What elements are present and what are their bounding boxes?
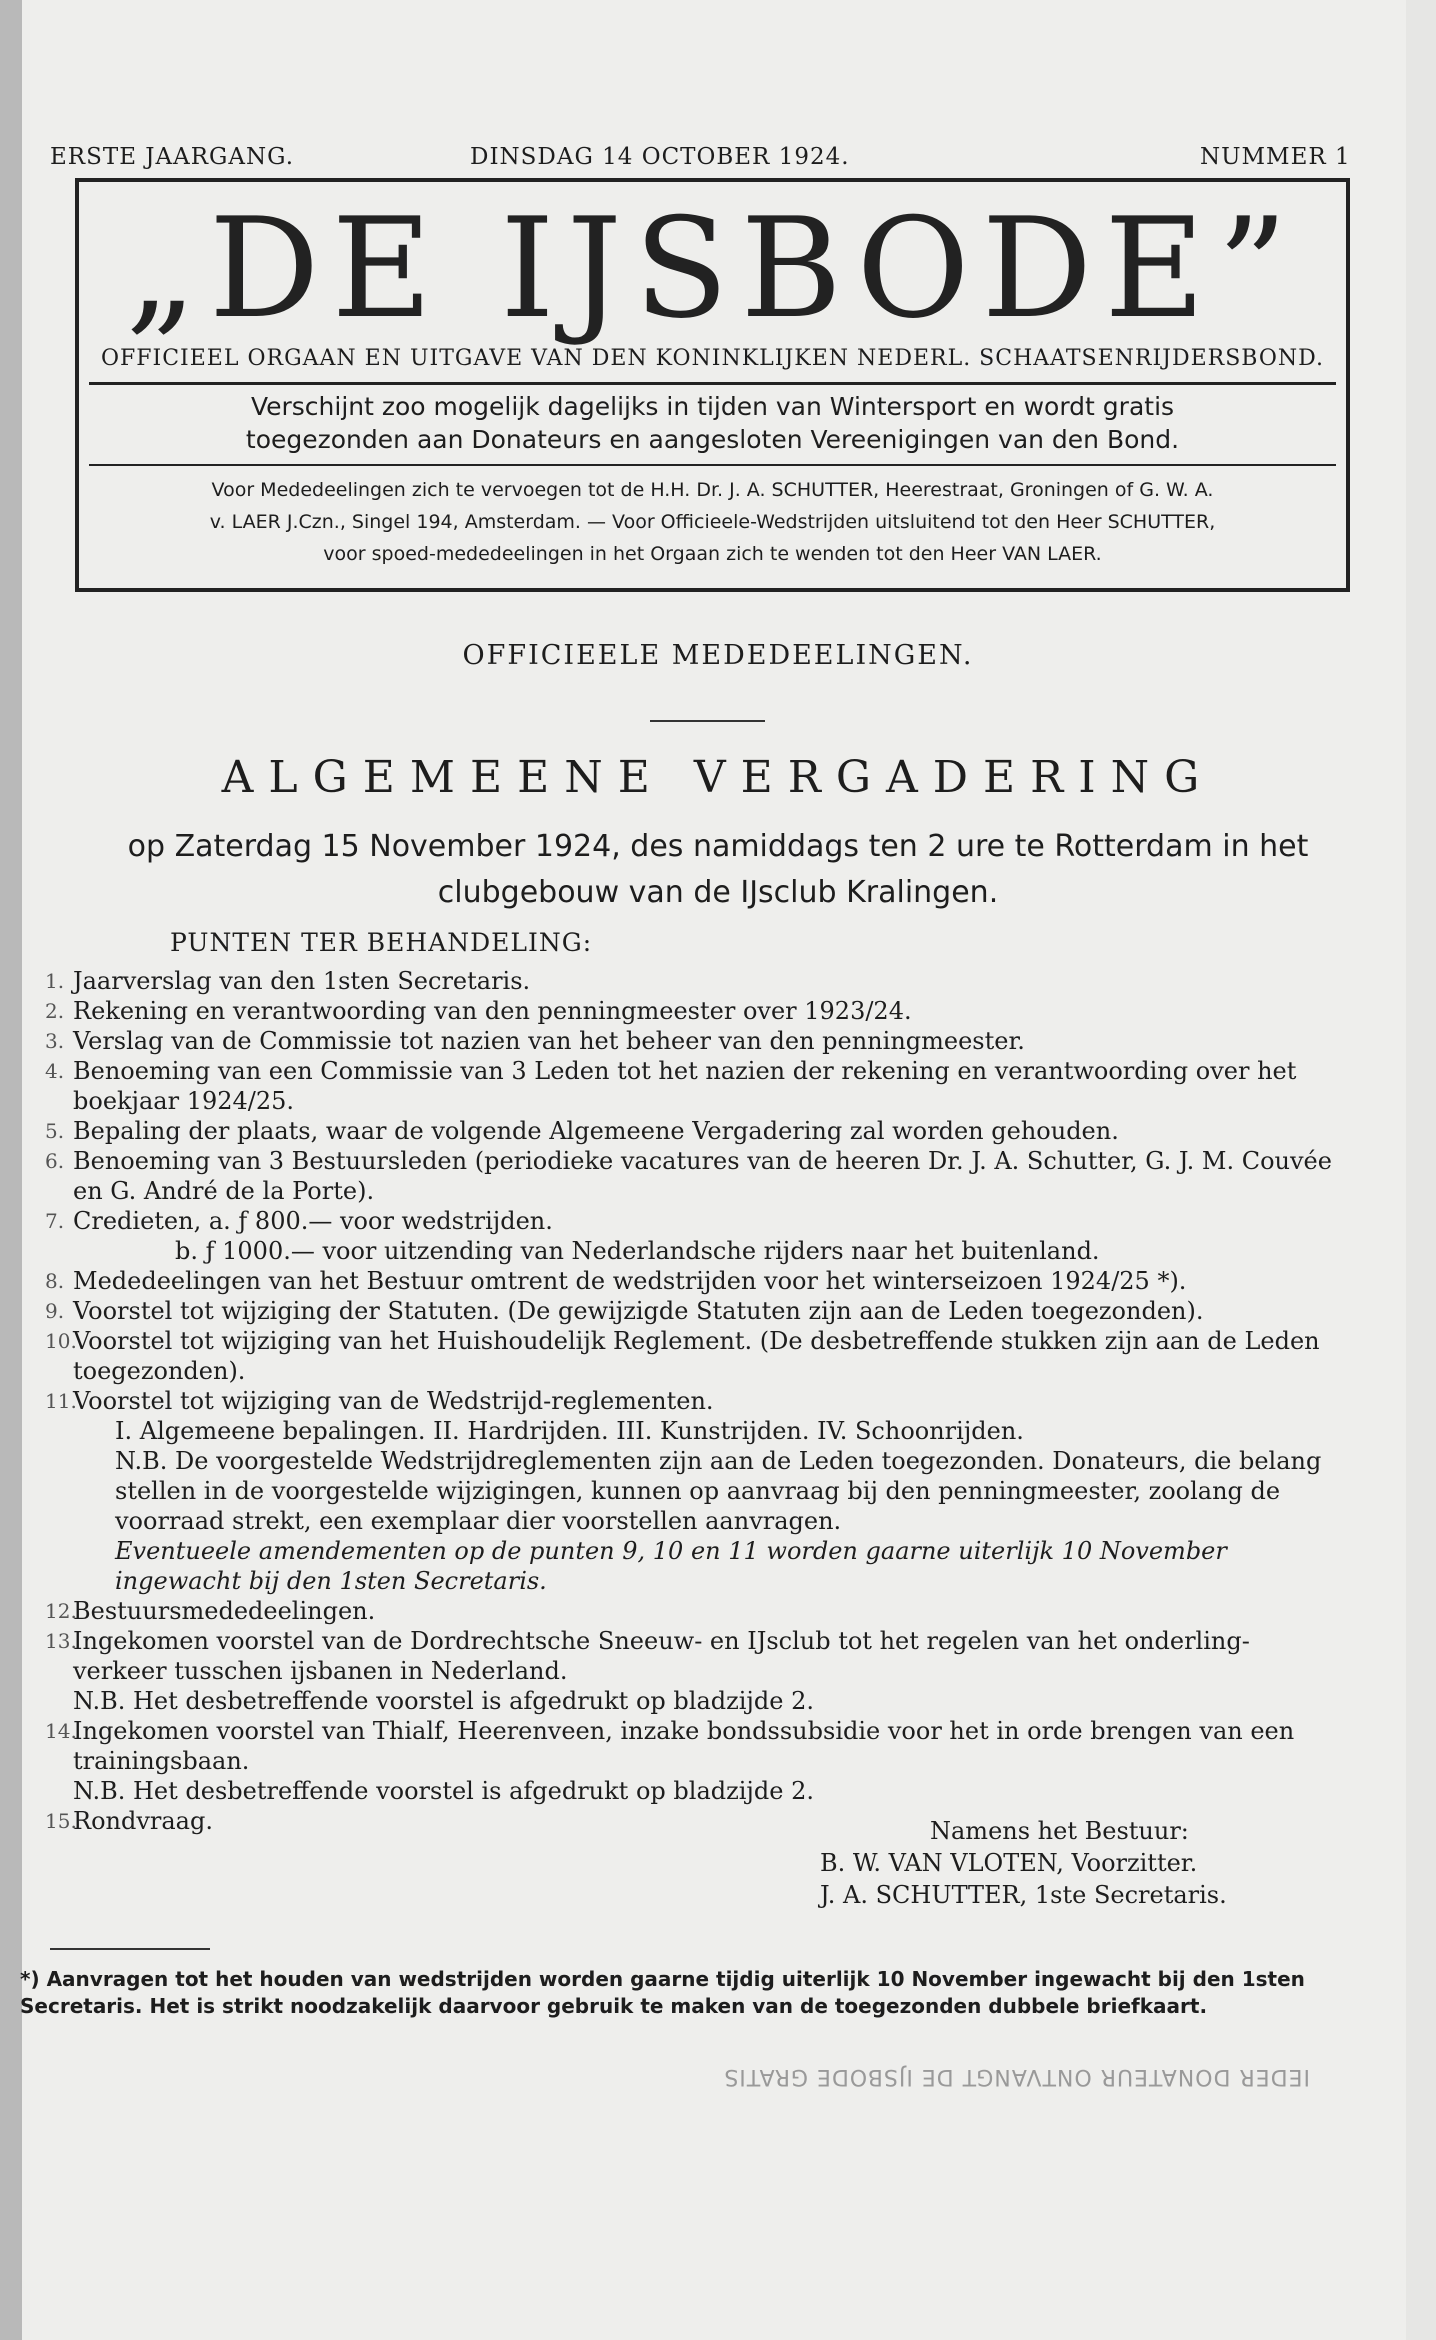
item-text: b. ƒ 1000.— voor uitzending van Nederlandsche rijders naar het buitenland. (175, 1237, 1100, 1265)
masthead-line (50, 136, 1360, 180)
contact-info (97, 474, 1328, 570)
item-number: 5. (45, 1119, 65, 1143)
agenda-item (45, 1626, 1335, 1686)
agenda-item (45, 1386, 1335, 1416)
binding-shadow (0, 0, 22, 2340)
publication-note-line: toegezonden aan Donateurs en aangesloten Vereenigingen van den Bond. (245, 425, 1180, 454)
footnote: *) Aanvragen tot het houden van wedstrijden worden gaarne tijdig uiterlijk 10 November ingewacht bij den 1sten Secretaris. Het is strikt noodzakelijk daarvoor gebruik te maken van de toegezonden dubbele briefkaart. (20, 1967, 1305, 2018)
contact-line: v. LAER J.Czn., Singel 194, Amsterdam. — Voor Officieele-Wedstrijden uitsluitend tot den Heer SCHUTTER, (209, 511, 1216, 533)
page-edge (1406, 0, 1436, 2340)
item-text: Bestuursmededeelingen. (73, 1597, 376, 1625)
agenda-item (45, 1266, 1335, 1296)
agenda-item (45, 1596, 1335, 1626)
agenda-item (45, 1716, 1335, 1776)
item-text: Ingekomen voorstel van Thialf, Heerenveen, inzake bondssubsidie voor het in orde brengen van een trainingsbaan. (73, 1717, 1295, 1775)
item-text: Voorstel tot wijziging van de Wedstrijd-reglementen. (73, 1387, 714, 1415)
item-text: Credieten, a. ƒ 800.— voor wedstrijden. (73, 1207, 553, 1235)
agenda-item (45, 1326, 1335, 1386)
agenda-note (45, 1686, 1335, 1716)
meeting-title: ALGEMEENE VERGADERING (221, 752, 1215, 803)
footnote-divider (50, 1948, 210, 1950)
item-text: Mededeelingen van het Bestuur omtrent de wedstrijden voor het winterseizoen 1924/25 *). (73, 1267, 1187, 1295)
item-number: 9. (45, 1299, 65, 1323)
signature-intro: Namens het Bestuur: (930, 1817, 1189, 1845)
jaargang: ERSTE JAARGANG. (50, 144, 295, 170)
bleed-through-text: IEDER DONATEUR ONTVANGT DE IJSBODE GRATIS (723, 2064, 1310, 2089)
agenda-item (45, 966, 1335, 996)
agenda-item (45, 1146, 1335, 1206)
publication-note-line: Verschijnt zoo mogelijk dagelijks in tijden van Wintersport en wordt gratis (250, 392, 1175, 421)
agenda-heading: PUNTEN TER BEHANDELING: (170, 928, 593, 957)
agenda-note (45, 1776, 1335, 1806)
agenda-item (45, 996, 1335, 1026)
item-text: Ingekomen voorstel van de Dordrechtsche Sneeuw- en IJsclub tot het regelen van het onderling-verkeer tusschen ijsbanen in Nederland. (73, 1627, 1250, 1685)
item-text: Rekening en verantwoording van den penningmeester over 1923/24. (73, 997, 912, 1025)
item-text: Voorstel tot wijziging van het Huishoudelijk Reglement. (De desbetreffende stukken zijn aan de Leden toegezonden). (73, 1327, 1320, 1385)
agenda-subitem (45, 1236, 1335, 1266)
agenda-subitem (45, 1416, 1335, 1446)
item-number: 8. (45, 1269, 65, 1293)
item-number: 10. (45, 1329, 77, 1353)
item-number: 14. (45, 1719, 77, 1743)
agenda-item (45, 1116, 1335, 1146)
agenda-note (45, 1536, 1335, 1596)
signature-block (820, 1815, 1227, 1911)
issue-date: DINSDAG 14 OCTOBER 1924. (470, 144, 850, 170)
item-number: 15. (45, 1809, 77, 1833)
item-number: 1. (45, 969, 65, 993)
item-number: 11. (45, 1389, 77, 1413)
contact-line: Voor Mededeelingen zich te vervoegen tot de H.H. Dr. J. A. SCHUTTER, Heerestraat, Groningen of G. W. A. (211, 479, 1214, 501)
agenda-list (45, 966, 1335, 1836)
publication-note (109, 390, 1316, 456)
official-organ-line: OFFICIEEL ORGAAN EN UITGAVE VAN DEN KONINKLIJKEN NEDERL. SCHAATSENRIJDERSBOND. (100, 346, 1325, 371)
item-text: N.B. De voorgestelde Wedstrijdreglementen zijn aan de Leden toegezonden. Donateurs, die belang stellen in de voorgestelde wijzigingen, kunnen op aanvraag bij den penningmeester, zoolang de voorraad strekt, een exemplaar dier voorstellen aanvragen. (115, 1447, 1322, 1535)
item-text: Voorstel tot wijziging der Statuten. (De gewijzigde Statuten zijn aan de Leden toegezonden). (73, 1297, 1204, 1325)
item-text: Jaarverslag van den 1sten Secretaris. (73, 967, 531, 995)
divider (650, 720, 765, 722)
item-text: N.B. Het desbetreffende voorstel is afgedrukt op bladzijde 2. (73, 1777, 814, 1805)
section-heading: OFFICIEELE MEDEDEELINGEN. (462, 640, 974, 671)
agenda-item (45, 1206, 1335, 1236)
masthead-box (75, 178, 1350, 592)
agenda-item (45, 1026, 1335, 1056)
item-text: Benoeming van een Commissie van 3 Leden tot het nazien der rekening en verantwoording over het boekjaar 1924/25. (73, 1057, 1297, 1115)
divider (89, 382, 1336, 385)
contact-line: voor spoed-mededeelingen in het Orgaan zich te wenden tot den Heer VAN LAER. (323, 543, 1102, 565)
item-number: 3. (45, 1029, 65, 1053)
agenda-item (45, 1056, 1335, 1116)
item-number: 13. (45, 1629, 77, 1653)
agenda-note (45, 1446, 1335, 1536)
issue-number: NUMMER 1 (1200, 144, 1351, 170)
item-number: 6. (45, 1149, 65, 1173)
signature-secretary: J. A. SCHUTTER, 1ste Secretaris. (820, 1881, 1227, 1909)
item-text: Benoeming van 3 Bestuursleden (periodieke vacatures van de heeren Dr. J. A. Schutter, G. J. M. Couvée en G. André de la Porte). (73, 1147, 1332, 1205)
item-text: Rondvraag. (73, 1807, 213, 1835)
newspaper-title: „DE IJSBODE” (125, 188, 1300, 349)
item-number: 12. (45, 1599, 77, 1623)
signature-chairman: B. W. VAN VLOTEN, Voorzitter. (820, 1849, 1198, 1877)
divider (89, 464, 1336, 466)
agenda-item (45, 1296, 1335, 1326)
item-text: Bepaling der plaats, waar de volgende Algemeene Vergadering zal worden gehouden. (73, 1117, 1119, 1145)
item-text: Verslag van de Commissie tot nazien van het beheer van den penningmeester. (73, 1027, 1025, 1055)
item-text: Eventueele amendementen op de punten 9, 10 en 11 worden gaarne uiterlijk 10 November ingewacht bij den 1sten Secretaris. (115, 1537, 1227, 1595)
item-number: 7. (45, 1209, 65, 1233)
item-text: I. Algemeene bepalingen. II. Hardrijden. III. Kunstrijden. IV. Schoonrijden. (115, 1417, 1024, 1445)
meeting-intro: op Zaterdag 15 November 1924, des namiddags ten 2 ure te Rotterdam in het clubgebouw van de IJsclub Kralingen. (127, 829, 1309, 910)
item-number: 4. (45, 1059, 65, 1083)
item-number: 2. (45, 999, 65, 1023)
item-text: N.B. Het desbetreffende voorstel is afgedrukt op bladzijde 2. (73, 1687, 814, 1715)
